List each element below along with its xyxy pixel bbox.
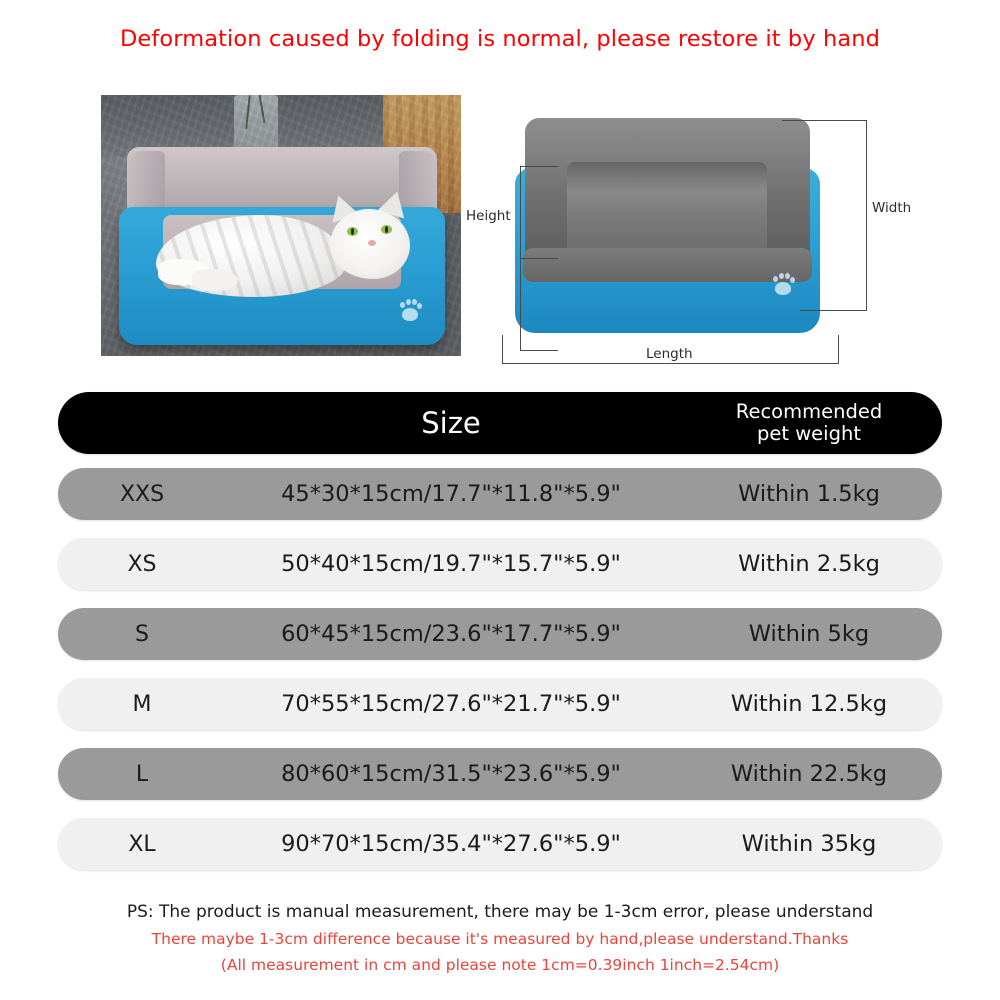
row-dimensions: 45*30*15cm/17.7"*11.8"*5.9" — [281, 481, 621, 507]
cat-eye — [381, 225, 392, 234]
row-weight: Within 1.5kg — [738, 481, 880, 507]
length-callout-tick — [502, 335, 503, 364]
row-size: S — [135, 621, 149, 647]
table-row — [58, 818, 942, 870]
length-callout-tick — [838, 335, 839, 364]
row-dimensions: 70*55*15cm/27.6"*21.7"*5.9" — [281, 691, 621, 717]
row-size: XXS — [119, 481, 165, 507]
measurement-note-3: (All measurement in cm and please note 1cm=0.39inch 1inch=2.54cm) — [220, 956, 780, 974]
product-images — [0, 88, 1000, 368]
table-row — [58, 468, 942, 520]
table-header-row — [58, 392, 942, 454]
row-dimensions: 50*40*15cm/19.7"*15.7"*5.9" — [281, 551, 621, 577]
header-weight-line2: pet weight — [757, 422, 861, 445]
pet-bed-right — [515, 118, 820, 333]
measurement-note-2: There maybe 1-3cm difference because it's measured by hand,please understand.Thanks — [151, 930, 849, 948]
row-weight: Within 22.5kg — [730, 761, 888, 787]
cat-lying-in-blue-pet-bed-photo — [101, 95, 461, 356]
row-size: XS — [127, 551, 157, 577]
cat — [156, 197, 416, 317]
row-size: XL — [128, 831, 156, 857]
cat-eye — [347, 227, 358, 236]
row-size: M — [132, 691, 152, 717]
height-label: Height — [466, 208, 511, 224]
row-dimensions: 60*45*15cm/23.6"*17.7"*5.9" — [281, 621, 621, 647]
bed-front-lip — [523, 248, 812, 282]
width-callout-tick — [800, 310, 867, 311]
bed-inner-shadow — [567, 162, 767, 192]
pet-bed-dimension-diagram — [466, 88, 925, 368]
header-weight-line1: Recommended — [735, 399, 883, 423]
row-weight: Within 2.5kg — [738, 551, 880, 577]
table-row — [58, 678, 942, 730]
height-callout-tick — [520, 350, 558, 351]
width-label: Width — [872, 200, 912, 216]
page-headline: Deformation caused by folding is normal, please restore it by hand — [120, 26, 880, 52]
paw-print-icon — [770, 273, 796, 297]
header-size: Size — [421, 406, 481, 440]
width-callout-tick — [782, 120, 867, 121]
table-row — [58, 608, 942, 660]
row-weight: Within 5kg — [748, 621, 870, 647]
measurement-note-1: PS: The product is manual measurement, there may be 1-3cm error, please understand — [126, 902, 874, 922]
row-size: L — [135, 761, 149, 787]
cat-front-paw — [192, 269, 238, 291]
height-callout-tick — [520, 166, 558, 167]
width-callout-line — [866, 120, 867, 310]
size-chart-table — [58, 392, 942, 888]
height-callout-tick — [520, 258, 558, 259]
row-dimensions: 90*70*15cm/35.4"*27.6"*5.9" — [281, 831, 621, 857]
row-weight: Within 35kg — [741, 831, 877, 857]
cat-nose — [368, 240, 376, 246]
row-weight: Within 12.5kg — [730, 691, 888, 717]
table-row — [58, 538, 942, 590]
length-callout-line — [502, 363, 838, 364]
row-dimensions: 80*60*15cm/31.5"*23.6"*5.9" — [281, 761, 621, 787]
table-row — [58, 748, 942, 800]
length-label: Length — [640, 346, 699, 362]
header-recommended-weight — [676, 401, 942, 446]
